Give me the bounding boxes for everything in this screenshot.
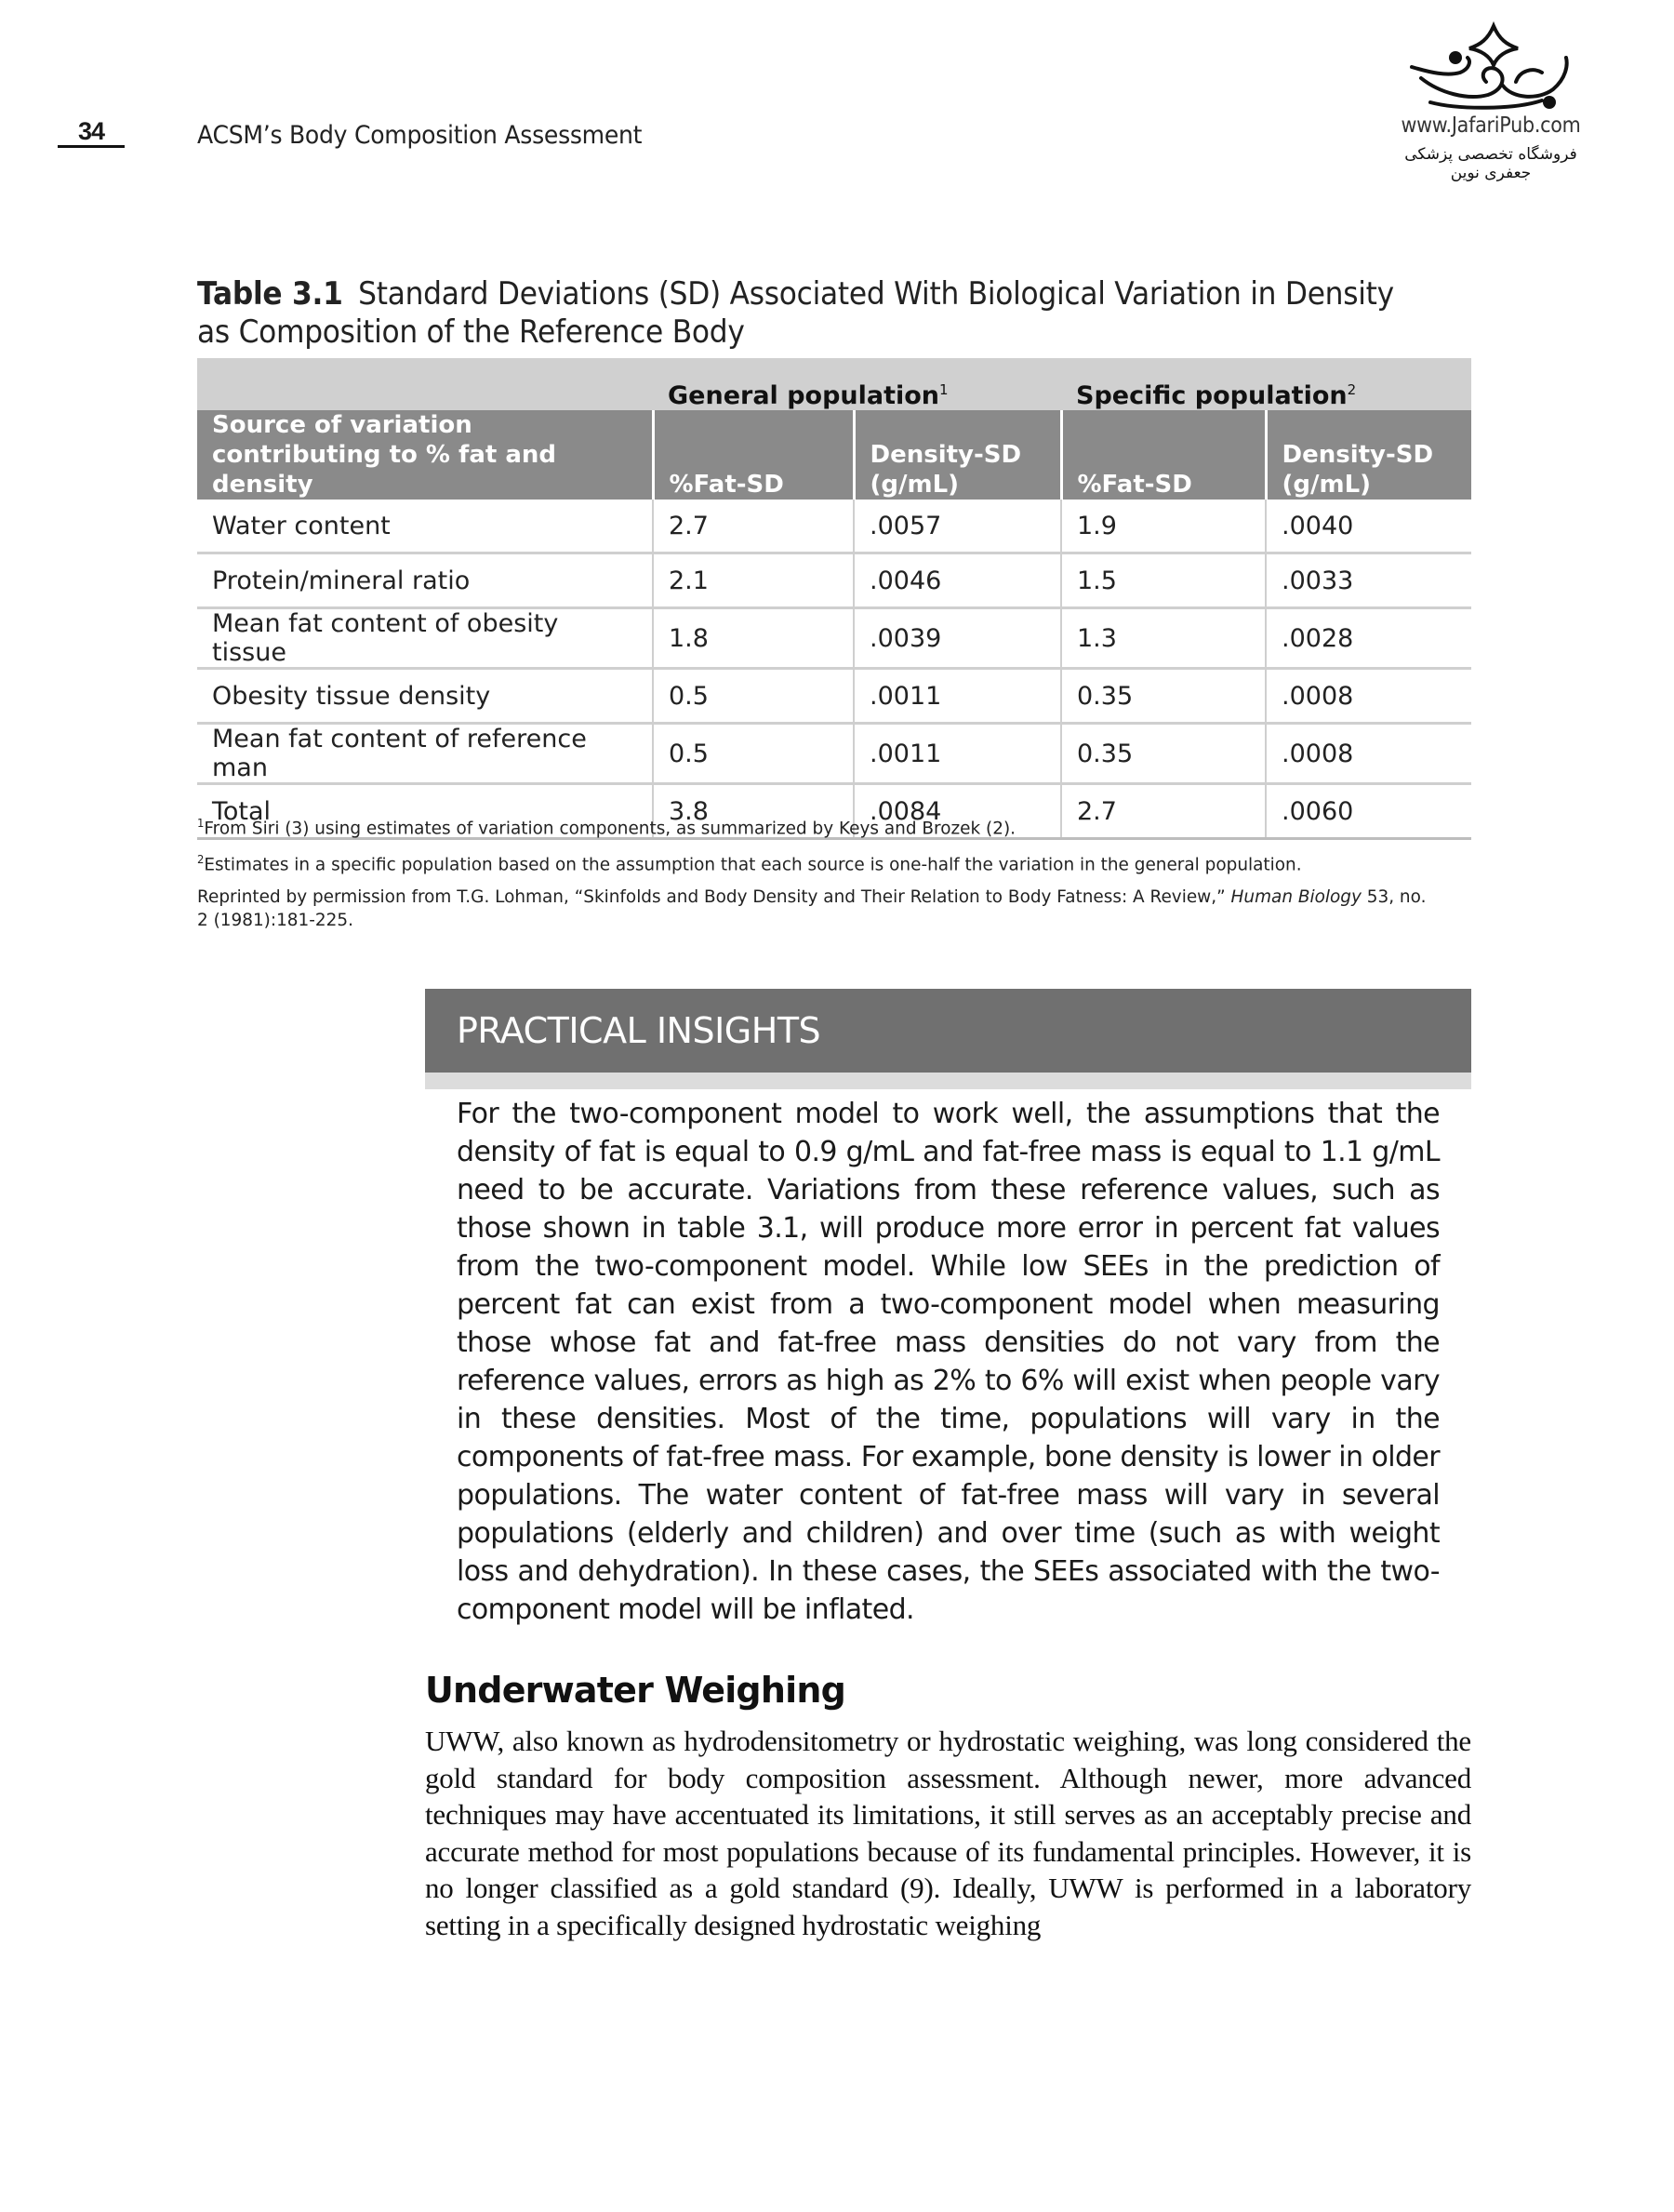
table-cell: .0028 <box>1266 608 1471 669</box>
calligraphy-logo-icon <box>1402 20 1579 113</box>
logo-tagline: فروشگاه تخصصی پزشکی جعفری نوین <box>1404 145 1577 182</box>
table-cell: 2.1 <box>653 553 854 608</box>
table-credit: Reprinted by permission from T.G. Lohman, “Skinfolds and Body Density and Their Relation to Body Fatness: A Review,” Human Biology 53, no. 2 (1981):181-225. <box>197 886 1427 930</box>
table-cell: .0057 <box>854 500 1061 553</box>
table-cell: .0011 <box>854 669 1061 724</box>
table-cell: .0060 <box>1266 784 1471 839</box>
table-caption <box>197 275 1395 352</box>
insight-divider <box>425 1073 1471 1089</box>
column-header-specific-fat-sd: %Fat-SD <box>1061 410 1266 500</box>
table-cell: 0.35 <box>1061 669 1266 724</box>
table-cell: .0046 <box>854 553 1061 608</box>
table-title: Standard Deviations (SD) Associated With Biological Variation in Density as Composition of the Reference Body <box>197 275 1394 351</box>
group-header-general: General population$^1$ <box>653 358 1061 410</box>
column-header-specific-density-sd: Density-SD (g/mL) <box>1266 410 1471 500</box>
sd-table <box>197 358 1471 840</box>
table-cell: Total <box>197 784 653 839</box>
table-cell: 2.7 <box>1061 784 1266 839</box>
group-header-empty <box>197 358 653 410</box>
table-row <box>197 553 1471 608</box>
group-header-row <box>197 358 1471 410</box>
table-row <box>197 500 1471 553</box>
column-header-row <box>197 410 1471 500</box>
table-cell: 1.5 <box>1061 553 1266 608</box>
insight-body: For the two-component model to work well, the assumptions that the density of fat is equal to 0.9 g/mL and fat-free mass is equal to 1.1 g/mL need to be accurate. Variations from these reference values, such as those shown in table 3.1, will produce more error in percent fat values from the two-component model. While low SEEs in the prediction of percent fat can exist from a two-component model when measuring those whose fat and fat-free mass densities do not vary from the reference values, errors as high as 2% to 6% will exist when people vary in these densities. Most of the time, populations will vary in the components of fat-free mass. For example, bone density is lower in older populations. The water content of fat-free mass will vary in several populations (elderly and children) and over time (such as with weight loss and dehydration). In these cases, the SEEs associated with the two-component model will be inflated. <box>457 1098 1440 1626</box>
page-number: 34 <box>58 119 125 148</box>
table-cell: .0008 <box>1266 724 1471 784</box>
table-row <box>197 724 1471 784</box>
table-cell: 0.35 <box>1061 724 1266 784</box>
section-heading: Underwater Weighing <box>425 1670 845 1711</box>
logo-url: www.JafariPub.com <box>1401 113 1581 138</box>
table-cell: .0011 <box>854 724 1061 784</box>
table-cell: 0.5 <box>653 724 854 784</box>
table-cell: Mean fat content of reference man <box>197 724 653 784</box>
table-cell: .0040 <box>1266 500 1471 553</box>
table-cell: Mean fat content of obesity tissue <box>197 608 653 669</box>
table-cell: 3.8 <box>653 784 854 839</box>
section-body: UWW, also known as hydrodensitometry or hydrostatic weighing, was long considered the gold standard for body composition assessment. Although newer, more advanced techniques may have accentuated its limitations, it still serves as an acceptably precise and accurate method for most populations because of its fundamental principles. However, it is no longer classified as a gold standard (9). Ideally, UWW is performed in a laboratory setting in a specifically designed hydrostatic weighing <box>425 1725 1471 1941</box>
column-header-source: Source of variation contributing to % fat and density <box>197 410 653 500</box>
table-cell: .0033 <box>1266 553 1471 608</box>
table-label: Table 3.1 <box>197 275 343 313</box>
table-cell: 1.8 <box>653 608 854 669</box>
table-cell: Water content <box>197 500 653 553</box>
table-cell: Obesity tissue density <box>197 669 653 724</box>
publisher-logo <box>1384 20 1598 188</box>
column-header-general-fat-sd: %Fat-SD <box>653 410 854 500</box>
table-footnotes <box>197 812 1442 940</box>
footnote-1: $^1$From Siri (3) using estimates of variation components, as summarized by Keys and Brozek (2). <box>197 817 1016 839</box>
column-header-general-density-sd: Density-SD (g/mL) <box>854 410 1061 500</box>
table-row <box>197 608 1471 669</box>
table-cell: 1.3 <box>1061 608 1266 669</box>
table-cell: Protein/mineral ratio <box>197 553 653 608</box>
practical-insights-box <box>425 989 1471 1629</box>
table-cell: .0039 <box>854 608 1061 669</box>
table-row <box>197 669 1471 724</box>
running-title: ACSM’s Body Composition Assessment <box>197 121 643 150</box>
table-cell: .0084 <box>854 784 1061 839</box>
table-cell: .0008 <box>1266 669 1471 724</box>
table-cell: 2.7 <box>653 500 854 553</box>
table-cell: 0.5 <box>653 669 854 724</box>
footnote-2: $^2$Estimates in a specific population based on the assumption that each source is one-half the variation in the general population. <box>197 853 1302 875</box>
group-header-specific: Specific population$^2$ <box>1061 358 1471 410</box>
table-cell: 1.9 <box>1061 500 1266 553</box>
insight-title: PRACTICAL INSIGHTS <box>425 989 1471 1073</box>
